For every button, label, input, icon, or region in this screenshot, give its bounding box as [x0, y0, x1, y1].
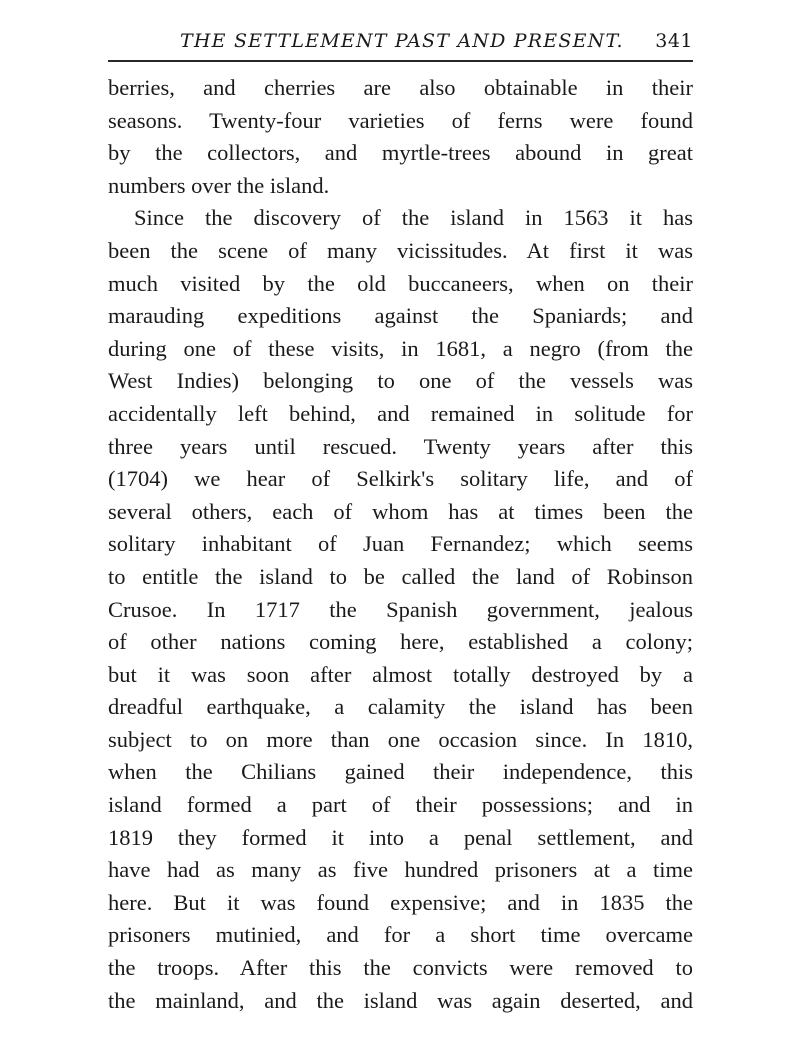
- text-line: berries, and cherries are also obtainable in their: [108, 75, 693, 100]
- text-line: to entitle the island to be called the land of Robinson: [108, 563, 693, 589]
- text-line: Crusoe. In 1717 the Spanish government, jealous: [108, 596, 693, 622]
- text-line: prisoners mutinied, and for a short time overcame: [108, 922, 693, 948]
- text-line: been the scene of many vicissitudes. At first it was: [108, 237, 693, 263]
- paragraph-1: [108, 72, 693, 202]
- text-line: the troops. After this the convicts were removed to: [108, 955, 693, 981]
- text-line: of other nations coming here, established a colony;: [108, 629, 693, 655]
- text-line: West Indies) belonging to one of the vessels was: [108, 368, 693, 394]
- text-line: island formed a part of their possessions; and in: [108, 792, 693, 818]
- text-line: the mainland, and the island was again deserted, and: [108, 987, 693, 1013]
- text-line: Since the discovery of the island in 1563 it has: [134, 205, 693, 231]
- text-line: seasons. Twenty-four varieties of ferns were found: [108, 107, 693, 133]
- text-line: much visited by the old buccaneers, when on their: [108, 270, 693, 296]
- paragraph-2: [108, 202, 693, 1017]
- text-line: dreadful earthquake, a calamity the island has been: [108, 694, 693, 720]
- text-line: numbers over the island.: [108, 172, 330, 198]
- text-line: marauding expeditions against the Spaniards; and: [108, 303, 693, 329]
- text-line: (1704) we hear of Selkirk's solitary life, and of: [108, 466, 693, 492]
- text-line: by the collectors, and myrtle-trees abound in great: [108, 140, 693, 166]
- text-line: here. But it was found expensive; and in 1835 the: [108, 889, 693, 915]
- text-line: solitary inhabitant of Juan Fernandez; which seems: [108, 531, 693, 557]
- text-line: subject to on more than one occasion since. In 1810,: [108, 726, 693, 752]
- text-line: have had as many as five hundred prisoners at a time: [108, 857, 693, 883]
- text-line: when the Chilians gained their independence, this: [108, 759, 693, 785]
- text-line: accidentally left behind, and remained in solitude for: [108, 400, 693, 426]
- text-line: 1819 they formed it into a penal settlement, and: [108, 824, 693, 850]
- text-line: during one of these visits, in 1681, a negro (from the: [108, 335, 693, 361]
- text-line: several others, each of whom has at times been the: [108, 498, 693, 524]
- text-line: but it was soon after almost totally destroyed by a: [108, 661, 693, 687]
- page-number: 341: [655, 30, 693, 52]
- running-head: [108, 26, 693, 56]
- text-line: three years until rescued. Twenty years after this: [108, 433, 693, 459]
- header-rule: [108, 60, 693, 62]
- body-text: [108, 72, 693, 1017]
- running-title: THE SETTLEMENT PAST AND PRESENT.: [180, 30, 624, 52]
